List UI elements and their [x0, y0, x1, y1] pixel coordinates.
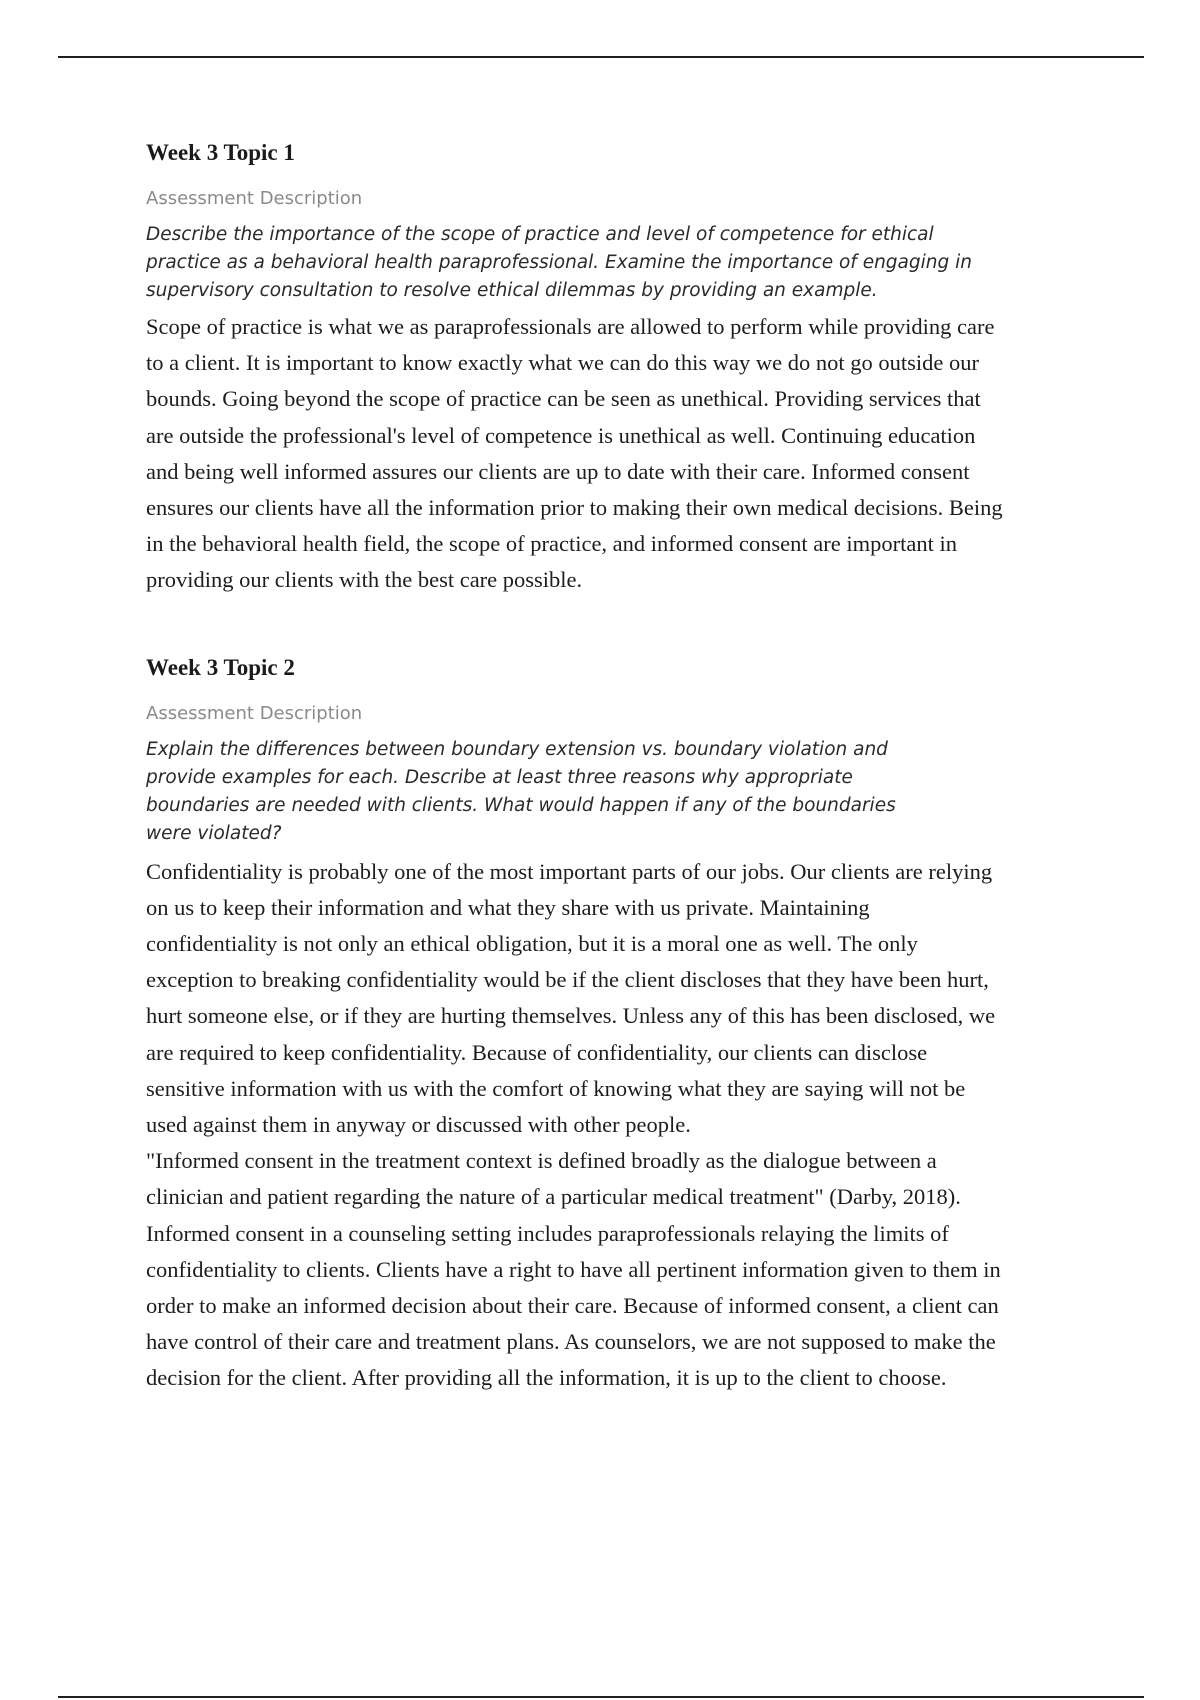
body-line: decision for the client. After providing all the information, it is up to the client to choose. — [146, 1365, 947, 1391]
prompt-line: were violated? — [146, 822, 282, 844]
topic-title: Week 3 Topic 1 — [146, 140, 295, 165]
assessment-prompt — [146, 221, 1106, 305]
body-line: have control of their care and treatment plans. As counselors, we are not supposed to make the — [146, 1329, 996, 1355]
body-line: confidentiality is not only an ethical obligation, but it is a moral one as well. The only — [146, 931, 918, 957]
body-line: and being well informed assures our clients are up to date with their care. Informed consent — [146, 458, 970, 484]
body-line: Scope of practice is what we as paraprofessionals are allowed to perform while providing care — [146, 314, 995, 339]
response-paragraph — [146, 309, 1106, 599]
body-line: confidentiality to clients. Clients have a right to have all pertinent information given to them in — [146, 1256, 1001, 1282]
bottom-rule — [58, 1696, 1144, 1698]
section-spacer — [146, 599, 1106, 653]
body-line: ensures our clients have all the information prior to making their own medical decisions. Being — [146, 495, 1003, 521]
assessment-prompt — [146, 736, 1106, 848]
prompt-line: Explain the differences between boundary extension vs. boundary violation and — [146, 738, 888, 760]
topic-section — [146, 653, 1106, 1397]
prompt-line: practice as a behavioral health paraprofessional. Examine the importance of engaging in — [146, 252, 972, 273]
body-line: "Informed consent in the treatment context is defined broadly as the dialogue between a — [146, 1148, 937, 1174]
body-line: providing our clients with the best care possible. — [146, 567, 583, 593]
body-line: in the behavioral health field, the scope of practice, and informed consent are important in — [146, 531, 957, 557]
body-line: hurt someone else, or if they are hurting themselves. Unless any of this has been disclosed, we — [146, 1003, 996, 1029]
document-content — [146, 138, 1106, 1397]
body-line: bounds. Going beyond the scope of practice can be seen as unethical. Providing services that — [146, 386, 981, 412]
prompt-line: boundaries are needed with clients. What would happen if any of the boundaries — [146, 794, 896, 816]
prompt-line: provide examples for each. Describe at least three reasons why appropriate — [146, 766, 853, 788]
topic-section — [146, 138, 1106, 599]
assessment-label: Assessment Description — [146, 702, 363, 724]
body-line: on us to keep their information and what they share with us private. Maintaining — [146, 894, 870, 920]
body-line: to a client. It is important to know exactly what we can do this way we do not go outside our — [146, 350, 979, 376]
body-line: used against them in anyway or discussed with other people. — [146, 1112, 691, 1138]
topic-title: Week 3 Topic 2 — [146, 654, 295, 680]
body-line: Informed consent in a counseling setting includes paraprofessionals relaying the limits of — [146, 1220, 949, 1246]
body-line: are required to keep confidentiality. Because of confidentiality, our clients can disclose — [146, 1039, 928, 1065]
body-line: exception to breaking confidentiality would be if the client discloses that they have been hurt, — [146, 967, 989, 993]
body-line: order to make an informed decision about their care. Because of informed consent, a client can — [146, 1293, 999, 1319]
body-line: Confidentiality is probably one of the most important parts of our jobs. Our clients are relying — [146, 858, 993, 884]
top-rule — [58, 56, 1144, 58]
assessment-label: Assessment Description — [146, 188, 363, 209]
response-paragraph — [146, 854, 1106, 1397]
prompt-line: Describe the importance of the scope of practice and level of competence for ethical — [146, 224, 934, 245]
body-line: clinician and patient regarding the nature of a particular medical treatment" (Darby, 2018). — [146, 1184, 961, 1210]
prompt-line: supervisory consultation to resolve ethical dilemmas by providing an example. — [146, 280, 878, 301]
body-line: are outside the professional's level of competence is unethical as well. Continuing education — [146, 422, 976, 448]
body-line: sensitive information with us with the comfort of knowing what they are saying will not be — [146, 1075, 966, 1101]
